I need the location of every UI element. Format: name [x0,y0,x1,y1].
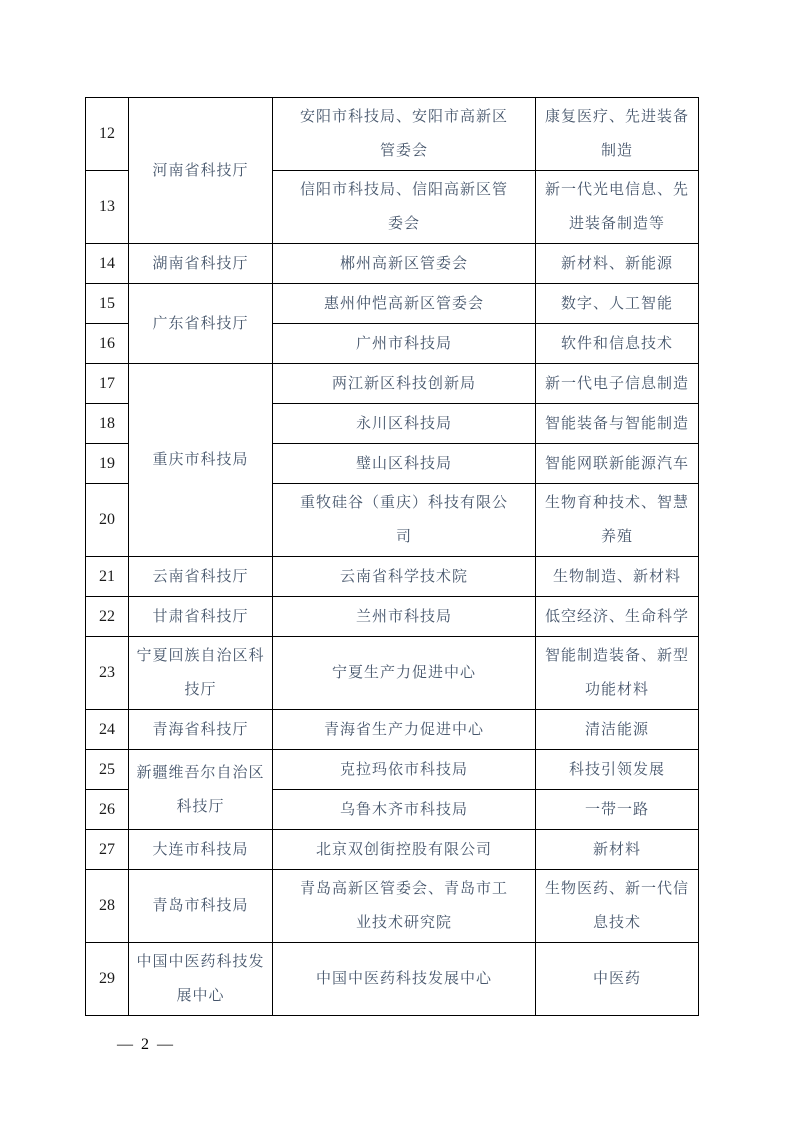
table-row [86,284,699,324]
dept-cell: 青海省科技厅 [129,710,273,750]
dept-cell: 河南省科技厅 [129,98,273,244]
row-number-cell: 19 [86,444,129,484]
table-row [86,637,699,710]
field-cell: 新一代光电信息、先进装备制造等 [536,171,699,244]
field-cell: 生物医药、新一代信息技术 [536,870,699,943]
row-number-cell: 23 [86,637,129,710]
row-number-cell: 14 [86,244,129,284]
row-number-cell: 25 [86,750,129,790]
dept-cell: 云南省科技厅 [129,557,273,597]
dept-cell: 广东省科技厅 [129,284,273,364]
org-cell: 青海省生产力促进中心 [273,710,536,750]
field-cell: 新一代电子信息制造 [536,364,699,404]
field-cell: 新材料 [536,830,699,870]
row-number-cell: 24 [86,710,129,750]
field-cell: 智能装备与智能制造 [536,404,699,444]
dept-cell: 中国中医药科技发展中心 [129,943,273,1016]
table-row [86,364,699,404]
page-number [117,1036,175,1054]
table-row [86,943,699,1016]
field-cell: 中医药 [536,943,699,1016]
field-cell: 数字、人工智能 [536,284,699,324]
table-row [86,597,699,637]
row-number-cell: 22 [86,597,129,637]
org-cell: 乌鲁木齐市科技局 [273,790,536,830]
field-cell: 生物制造、新材料 [536,557,699,597]
table-row [86,98,699,171]
org-cell: 云南省科学技术院 [273,557,536,597]
org-cell: 两江新区科技创新局 [273,364,536,404]
org-cell: 永川区科技局 [273,404,536,444]
row-number-cell: 18 [86,404,129,444]
row-number-cell: 15 [86,284,129,324]
field-cell: 生物育种技术、智慧养殖 [536,484,699,557]
dept-cell: 新疆维吾尔自治区科技厅 [129,750,273,830]
dept-cell: 甘肃省科技厅 [129,597,273,637]
org-cell: 璧山区科技局 [273,444,536,484]
row-number-cell: 21 [86,557,129,597]
org-cell: 广州市科技局 [273,324,536,364]
org-cell: 青岛高新区管委会、青岛市工业技术研究院 [273,870,536,943]
org-cell: 惠州仲恺高新区管委会 [273,284,536,324]
table-body [86,98,699,1016]
field-cell: 智能网联新能源汽车 [536,444,699,484]
field-cell: 新材料、新能源 [536,244,699,284]
field-cell: 一带一路 [536,790,699,830]
field-cell: 科技引领发展 [536,750,699,790]
allocation-table [85,97,699,1016]
dept-cell: 大连市科技局 [129,830,273,870]
row-number-cell: 27 [86,830,129,870]
org-cell: 北京双创街控股有限公司 [273,830,536,870]
table-row [86,830,699,870]
org-cell: 兰州市科技局 [273,597,536,637]
row-number-cell: 12 [86,98,129,171]
field-cell: 低空经济、生命科学 [536,597,699,637]
org-cell: 信阳市科技局、信阳高新区管委会 [273,171,536,244]
row-number-cell: 28 [86,870,129,943]
row-number-cell: 13 [86,171,129,244]
table-row [86,557,699,597]
org-cell: 宁夏生产力促进中心 [273,637,536,710]
dept-cell: 湖南省科技厅 [129,244,273,284]
field-cell: 智能制造装备、新型功能材料 [536,637,699,710]
table-row [86,244,699,284]
org-cell: 中国中医药科技发展中心 [273,943,536,1016]
org-cell: 安阳市科技局、安阳市高新区管委会 [273,98,536,171]
table-row [86,750,699,790]
org-cell: 郴州高新区管委会 [273,244,536,284]
dept-cell: 青岛市科技局 [129,870,273,943]
table-row [86,870,699,943]
dept-cell: 重庆市科技局 [129,364,273,557]
row-number-cell: 17 [86,364,129,404]
row-number-cell: 16 [86,324,129,364]
page-number-label: — 2 — [117,1036,175,1053]
dept-cell: 宁夏回族自治区科技厅 [129,637,273,710]
table-row [86,710,699,750]
org-cell: 克拉玛依市科技局 [273,750,536,790]
field-cell: 软件和信息技术 [536,324,699,364]
org-cell: 重牧硅谷（重庆）科技有限公司 [273,484,536,557]
row-number-cell: 29 [86,943,129,1016]
row-number-cell: 26 [86,790,129,830]
field-cell: 康复医疗、先进装备制造 [536,98,699,171]
row-number-cell: 20 [86,484,129,557]
field-cell: 清洁能源 [536,710,699,750]
